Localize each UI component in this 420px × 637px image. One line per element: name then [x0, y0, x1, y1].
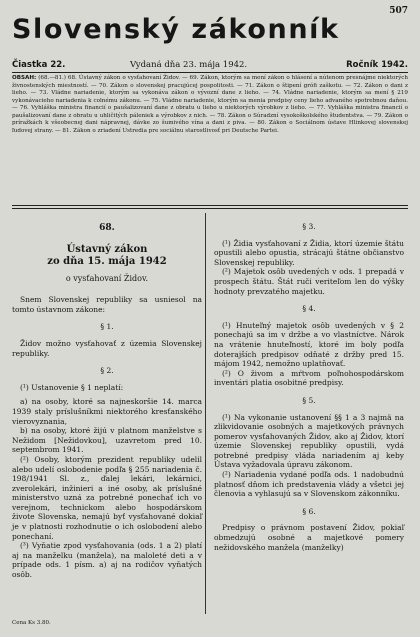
section-1-heading: § 1. — [100, 322, 114, 332]
header-rule — [12, 72, 408, 73]
contents-text: (68.—81.) 68. Ústavný zákon o vysťahovaní Židov. — 69. Zákon, ktorým sa mení zákon o hlásení a nútenom presnájme niektorých živnostenských miestností. — 70. Zákon o slovenskej pracujúcej pospolitosti. — 71. Zákon o štipení grófi zaškotu. — 72. Zákon o dani z lieho. — 73. Vládne nariadenie, ktorým sa vykonáva zákon o vývozní dane z lieho. — 74. Vládne nariadenie, ktorým sa mení § 219 vykonávacieho nariadenia k colnému zákonu. — 75. Vládne nariadenie, ktorým sa menia predpisy ceny lieho advaného spotrebnou daňou. — 76. Vyhláška ministra financií o paušalizovaní dane z obratu u lieho u niektorých výrobkov z lieho. — 77. Vyhláška ministra financií o paušalizovaní dane z obratu u uhličitých páleniek a výrobkov z nich. — 78. Zákon o Súradzní vysokoškolského študentstva. — 79. Zákon o príražkách k všeobecnej dani nápravnej, dávke zo šumivého vína a dani z piva. — 80. Zákon o Sociálnom ústave Hlinkovej slovenskej ľudovej strany. — 81. Zákon o zriadení Ustredia pre sociálnu starostlivosť pri Deutsche Partei. — [12, 75, 408, 134]
price-footer: Cena Ks 3.80. — [12, 620, 51, 626]
section-6-text: Predpisy o právnom postavení Židov, pokiaľ obmedzujú osobné a majetkové pomery nežidovského manžela (manželky) — [214, 523, 404, 552]
left-column — [12, 220, 202, 580]
column-divider — [205, 213, 206, 614]
law-intro: Snem Slovenskej republiky sa usniesol na tomto ústavnom zákone: — [12, 295, 202, 314]
contents-label: OBSAH: — [12, 75, 37, 81]
law-subtitle: o vysťahovaní Židov. — [65, 273, 149, 283]
page-number: 507 — [389, 6, 408, 16]
section-2-heading: § 2. — [100, 366, 114, 376]
section-2-item-b: b) na osoby, ktoré žijú v platnom manželstve s Nežidom [Nežidovkou], uzavretom pred 10. septembrom 1941. — [12, 426, 202, 455]
law-title-line2: zo dňa 15. mája 1942 — [47, 255, 167, 267]
section-6-heading: § 6. — [302, 506, 316, 516]
law-title-line1: Ústavný zákon — [66, 243, 148, 255]
section-4-para-2: (²) O živom a mŕtvom poľnohospodárskom inventári platia osobitné predpisy. — [214, 368, 404, 388]
contents-bottom-rule — [12, 205, 408, 206]
section-4-para-1: (¹) Hnuteľný majetok osôb uvedených v § 2 ponechajú sa im v držbe a vo vlastníctve. Nárok na vrátenie hnuteľností, ktoré im boly podľa doterajších predpisov odňaté z držby pred 15. májom 1942, nemožno uplatňovať. — [214, 320, 404, 369]
section-3-para-2: (²) Majetok osôb uvedených v ods. 1 prepadá v prospech štátu. Štát ruči veriteľom len do výšky hodnoty prevzatého majetku. — [214, 267, 404, 296]
section-2-para-3: (³) Vyňatie zpod vysťahovania (ods. 1 a 2) platí aj na manželku (manžela), na maloleté deti a v prípade ods. 1 písm. a) aj na rodičov vyňatých osôb. — [12, 541, 202, 580]
law-number: 68. — [99, 223, 115, 233]
issue-part: Čiastka 22. — [12, 60, 66, 70]
section-3-para-1: (¹) Židia vysťahovaní z Židia, ktorí územie štátu opustili alebo opustia, strácajú štátne občianstvo Slovenskej republiky. — [214, 238, 404, 267]
section-1-text: Židov možno vysťahovať z územia Slovenskej republiky. — [12, 338, 202, 358]
masthead-title: Slovenský zákonník — [12, 14, 340, 45]
section-2-para-2: (²) Osoby, ktorým prezident republiky udelil alebo udelí oslobodenie podľa § 255 nariadenia č. 198/1941 Sl. z., ďalej lekári, lekárnici, zverolekári, inžinieri a iné osoby, ak príslušné ministerstvo uzná za potrebné ponechať ich vo verejnom, technickom alebo hospodárskom živote Slovenska, nemajú byť vysťahované dokiaľ je v platnosti rozhodnutie o ich oslobodení alebo ponechaní. — [12, 454, 202, 541]
section-5-para-2: (²) Nariadenia vydané podľa ods. 1 nadobudnú platnosť dňom ich predstavenia vlády a všetci jej členovia a vyhlasujú sa v Slovenskom zákonníku. — [214, 470, 404, 499]
right-column — [214, 220, 404, 552]
section-3-heading: § 3. — [302, 222, 316, 231]
issue-date: Vydaná dňa 23. mája 1942. — [130, 60, 248, 70]
issue-year: Ročník 1942. — [346, 60, 408, 70]
section-4-heading: § 4. — [302, 304, 316, 314]
contents-bottom-rule-thin — [12, 208, 408, 209]
section-5-para-1: (¹) Na vykonanie ustanovení §§ 1 a 3 najmä na zlikvidovanie osobných a majetkových právnych pomerov vysťahovaných Židov, ako aj Židov, ktorí územie Slovenskej republiky opustili, vydá potrebné predpisy vláda nariadením aj keby Ústava vyžadovala úpravu zákonom. — [214, 412, 404, 470]
section-2-item-a: a) na osoby, ktoré sa najneskoršie 14. marca 1939 staly príslušníkmi niektorého kresťanského vierovyznania, — [12, 397, 202, 426]
section-2-para-1: (¹) Ustanovenie § 1 neplatí: — [20, 382, 124, 392]
table-of-contents — [12, 75, 408, 135]
section-5-heading: § 5. — [302, 395, 316, 405]
